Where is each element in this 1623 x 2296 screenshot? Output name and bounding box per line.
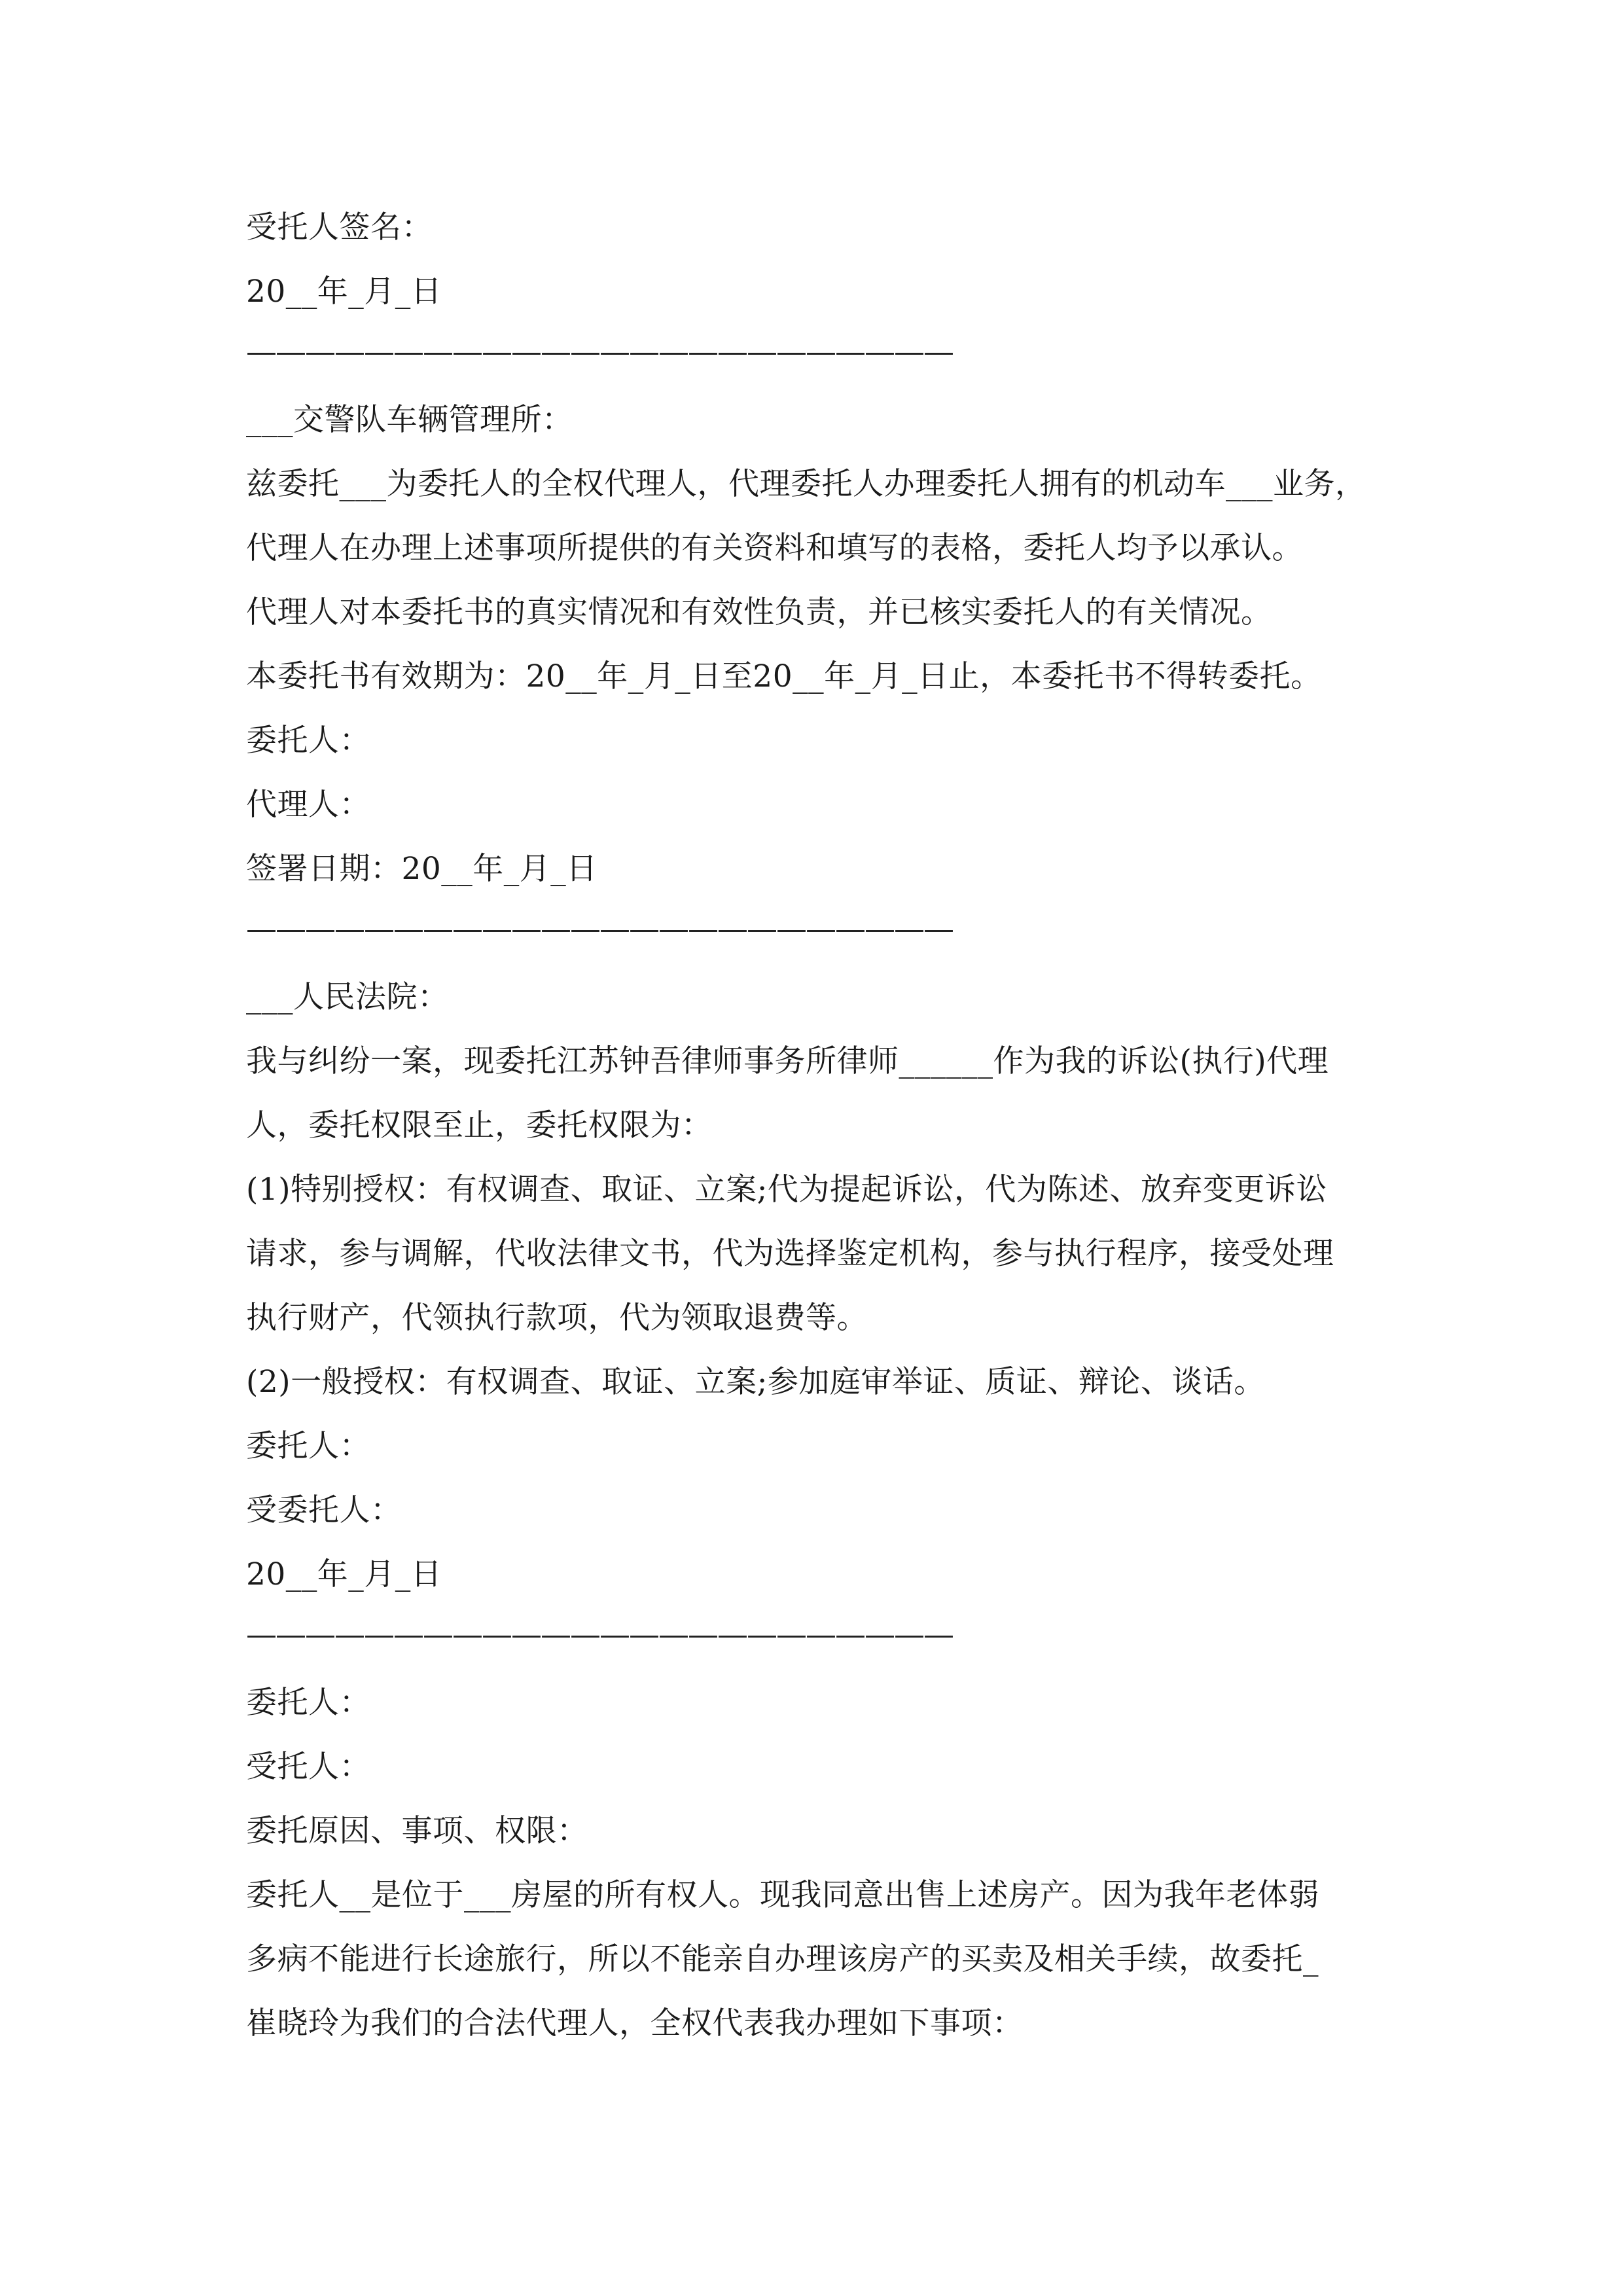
paragraph-line: 我与纠纷一案，现委托江苏钟吾律师事务所律师______作为我的诉讼(执行)代理 bbox=[246, 1043, 1329, 1079]
principal-label: 委托人： bbox=[246, 1428, 370, 1464]
separator-line: ———————————————————————— bbox=[246, 1617, 953, 1653]
trustee-label: 受委托人： bbox=[246, 1492, 402, 1528]
traffic-police-addressee: ___交警队车辆管理所： bbox=[246, 402, 573, 438]
paragraph-line: 执行财产，代领执行款项，代为领取退费等。 bbox=[246, 1300, 868, 1336]
paragraph-line: (1)特别授权：有权调查、取证、立案;代为提起诉讼，代为陈述、放弃变更诉讼 bbox=[246, 1172, 1327, 1208]
paragraph-line: 代理人在办理上述事项所提供的有关资料和填写的表格，委托人均予以承认。 bbox=[246, 530, 1303, 566]
principal-label: 委托人： bbox=[246, 1685, 370, 1721]
court-date: 20__年_月_日 bbox=[246, 1556, 442, 1592]
paragraph-line: 崔晓玲为我们的合法代理人，全权代表我办理如下事项： bbox=[246, 2005, 1024, 2041]
paragraph-line: 委托人__是位于___房屋的所有权人。现我同意出售上述房产。因为我年老体弱 bbox=[246, 1877, 1319, 1913]
principal-label: 委托人： bbox=[246, 723, 370, 759]
reason-label: 委托原因、事项、权限： bbox=[246, 1813, 588, 1849]
paragraph-line: 兹委托___为委托人的全权代理人，代理委托人办理委托人拥有的机动车___业务， bbox=[246, 466, 1366, 502]
separator-line: ———————————————————————— bbox=[246, 334, 953, 370]
court-addressee: ___人民法院： bbox=[246, 979, 449, 1015]
trustee-label: 受托人： bbox=[246, 1749, 370, 1785]
paragraph-line: 本委托书有效期为：20__年_月_日至20__年_月_日止，本委托书不得转委托。 bbox=[246, 658, 1322, 694]
signature-date: 20__年_月_日 bbox=[246, 274, 442, 310]
paragraph-line: 请求，参与调解，代收法律文书，代为选择鉴定机构，参与执行程序，接受处理 bbox=[246, 1236, 1334, 1272]
signing-date: 签署日期：20__年_月_日 bbox=[246, 851, 597, 887]
paragraph-line: 多病不能进行长途旅行，所以不能亲自办理该房产的买卖及相关手续，故委托_ bbox=[246, 1941, 1319, 1977]
trustee-signature-label: 受托人签名： bbox=[246, 209, 433, 245]
paragraph-line: 代理人对本委托书的真实情况和有效性负责，并已核实委托人的有关情况。 bbox=[246, 594, 1272, 630]
agent-label: 代理人： bbox=[246, 787, 370, 823]
paragraph-line: (2)一般授权：有权调查、取证、立案;参加庭审举证、质证、辩论、谈话。 bbox=[246, 1364, 1265, 1400]
separator-line: ———————————————————————— bbox=[246, 911, 953, 947]
paragraph-line: 人，委托权限至止，委托权限为： bbox=[246, 1107, 713, 1143]
